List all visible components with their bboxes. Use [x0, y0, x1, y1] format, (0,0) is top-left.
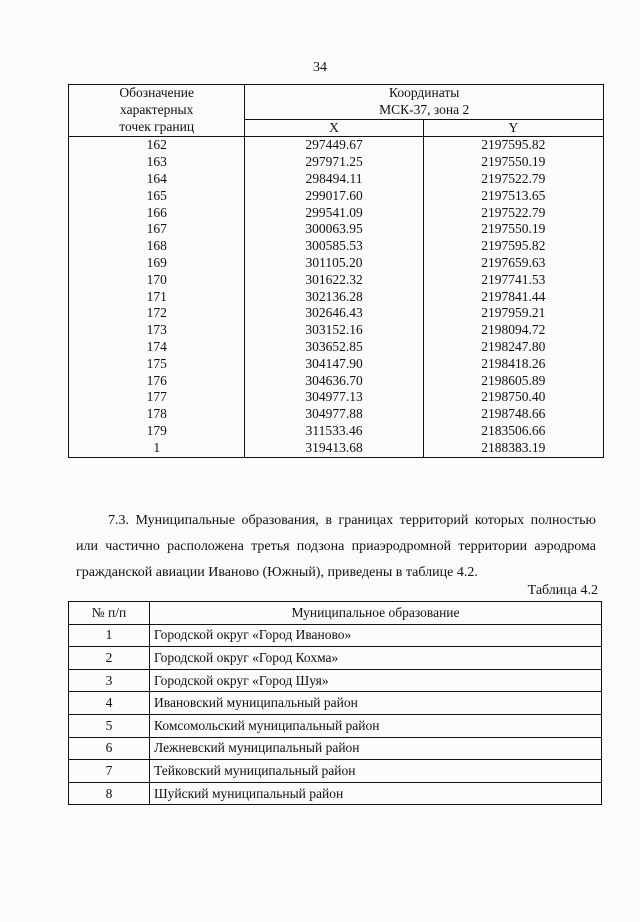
point-id-cell: 171 [69, 289, 245, 306]
coordinate-row [69, 171, 604, 188]
municipality-name-cell: Городской округ «Город Иваново» [150, 624, 602, 647]
municipalities-body [69, 624, 602, 805]
point-id-cell: 164 [69, 171, 245, 188]
municipality-row [69, 714, 602, 737]
row-number-cell: 4 [69, 692, 150, 715]
x-value-cell: 300063.95 [245, 221, 423, 238]
coordinate-row [69, 238, 604, 255]
point-id-cell: 162 [69, 137, 245, 154]
coordinates-header [245, 85, 604, 120]
coordinate-system: МСК-37, зона 2 [379, 101, 470, 117]
coordinate-row [69, 356, 604, 373]
coordinate-row [69, 322, 604, 339]
coordinate-row [69, 255, 604, 272]
row-number-cell: 6 [69, 737, 150, 760]
x-value-cell: 299541.09 [245, 205, 423, 222]
y-value-cell: 2198247.80 [423, 339, 603, 356]
y-value-cell: 2197522.79 [423, 205, 603, 222]
y-value-cell: 2183506.66 [423, 423, 603, 440]
y-value-cell: 2197550.19 [423, 154, 603, 171]
y-value-cell: 2197595.82 [423, 137, 603, 154]
y-value-cell: 2198748.66 [423, 406, 603, 423]
x-value-cell: 300585.53 [245, 238, 423, 255]
point-header-line: точек границ [119, 118, 195, 134]
x-value-cell: 302136.28 [245, 289, 423, 306]
y-value-cell: 2198094.72 [423, 322, 603, 339]
municipalities-table [68, 601, 602, 805]
x-value-cell: 298494.11 [245, 171, 423, 188]
municipality-name-cell: Тейковский муниципальный район [150, 760, 602, 783]
point-id-cell: 163 [69, 154, 245, 171]
point-id-cell: 166 [69, 205, 245, 222]
x-value-cell: 301622.32 [245, 272, 423, 289]
municipality-row [69, 692, 602, 715]
y-value-cell: 2188383.19 [423, 440, 603, 457]
coordinates-title: Координаты [389, 85, 460, 100]
point-id-cell: 175 [69, 356, 245, 373]
x-value-cell: 302646.43 [245, 305, 423, 322]
coordinate-row [69, 423, 604, 440]
point-id-cell: 177 [69, 389, 245, 406]
x-value-cell: 304977.13 [245, 389, 423, 406]
paragraph-7-3: 7.3. Муниципальные образования, в границах территорий которых полностью или частично расположена третья подзона приаэродромной территории аэродрома гражданской авиации Иваново (Южный), приведены в таблице 4.2. [76, 513, 596, 580]
point-id-cell: 178 [69, 406, 245, 423]
municipality-name-cell: Лежневский муниципальный район [150, 737, 602, 760]
x-value-cell: 299017.60 [245, 188, 423, 205]
coordinate-row [69, 440, 604, 457]
municipality-name-cell: Городской округ «Город Шуя» [150, 669, 602, 692]
x-value-cell: 303652.85 [245, 339, 423, 356]
point-id-cell: 167 [69, 221, 245, 238]
point-id-cell: 172 [69, 305, 245, 322]
x-value-cell: 304636.70 [245, 373, 423, 390]
row-number-cell: 1 [69, 624, 150, 647]
point-id-cell: 168 [69, 238, 245, 255]
municipality-row [69, 737, 602, 760]
coordinate-row [69, 339, 604, 356]
point-id-cell: 165 [69, 188, 245, 205]
y-header: Y [423, 119, 603, 137]
row-number-cell: 5 [69, 714, 150, 737]
x-value-cell: 301105.20 [245, 255, 423, 272]
y-value-cell: 2197741.53 [423, 272, 603, 289]
coordinate-row [69, 272, 604, 289]
point-id-cell: 170 [69, 272, 245, 289]
y-value-cell: 2197550.19 [423, 221, 603, 238]
municipality-row [69, 647, 602, 670]
y-value-cell: 2197513.65 [423, 188, 603, 205]
municipality-name-cell: Ивановский муниципальный район [150, 692, 602, 715]
coordinate-row [69, 137, 604, 154]
coordinates-body [69, 137, 604, 457]
coordinate-row [69, 188, 604, 205]
x-value-cell: 304977.88 [245, 406, 423, 423]
point-id-cell: 1 [69, 440, 245, 457]
coordinate-row [69, 373, 604, 390]
coordinate-row [69, 389, 604, 406]
point-id-cell: 174 [69, 339, 245, 356]
x-value-cell: 304147.90 [245, 356, 423, 373]
coordinate-row [69, 154, 604, 171]
coordinate-row [69, 221, 604, 238]
municipality-row [69, 782, 602, 805]
coordinate-row [69, 289, 604, 306]
point-id-cell: 176 [69, 373, 245, 390]
row-number-cell: 7 [69, 760, 150, 783]
y-value-cell: 2197522.79 [423, 171, 603, 188]
municipality-name-cell: Городской округ «Город Кохма» [150, 647, 602, 670]
municipality-name-cell: Шуйский муниципальный район [150, 782, 602, 805]
y-value-cell: 2198418.26 [423, 356, 603, 373]
point-id-cell: 179 [69, 423, 245, 440]
point-id-cell: 169 [69, 255, 245, 272]
coordinate-row [69, 205, 604, 222]
y-value-cell: 2198750.40 [423, 389, 603, 406]
x-value-cell: 297449.67 [245, 137, 423, 154]
y-value-cell: 2197659.63 [423, 255, 603, 272]
point-designation-header [69, 85, 245, 137]
row-number-cell: 8 [69, 782, 150, 805]
row-number-cell: 3 [69, 669, 150, 692]
x-header: X [245, 119, 423, 137]
point-header-line: Обозначение [119, 85, 194, 100]
coordinate-row [69, 406, 604, 423]
municipality-header: Муниципальное образование [150, 602, 602, 625]
municipality-name-cell: Комсомольский муниципальный район [150, 714, 602, 737]
point-header-line: характерных [120, 101, 194, 117]
y-value-cell: 2197595.82 [423, 238, 603, 255]
x-value-cell: 319413.68 [245, 440, 423, 457]
x-value-cell: 297971.25 [245, 154, 423, 171]
municipality-row [69, 669, 602, 692]
page-number: 34 [313, 60, 327, 75]
table-caption: Таблица 4.2 [527, 583, 598, 598]
municipality-row [69, 624, 602, 647]
x-value-cell: 311533.46 [245, 423, 423, 440]
number-header: № п/п [69, 602, 150, 625]
point-id-cell: 173 [69, 322, 245, 339]
coordinate-row [69, 305, 604, 322]
x-value-cell: 303152.16 [245, 322, 423, 339]
municipality-row [69, 760, 602, 783]
row-number-cell: 2 [69, 647, 150, 670]
y-value-cell: 2197841.44 [423, 289, 603, 306]
y-value-cell: 2197959.21 [423, 305, 603, 322]
coordinates-table [68, 84, 604, 458]
y-value-cell: 2198605.89 [423, 373, 603, 390]
